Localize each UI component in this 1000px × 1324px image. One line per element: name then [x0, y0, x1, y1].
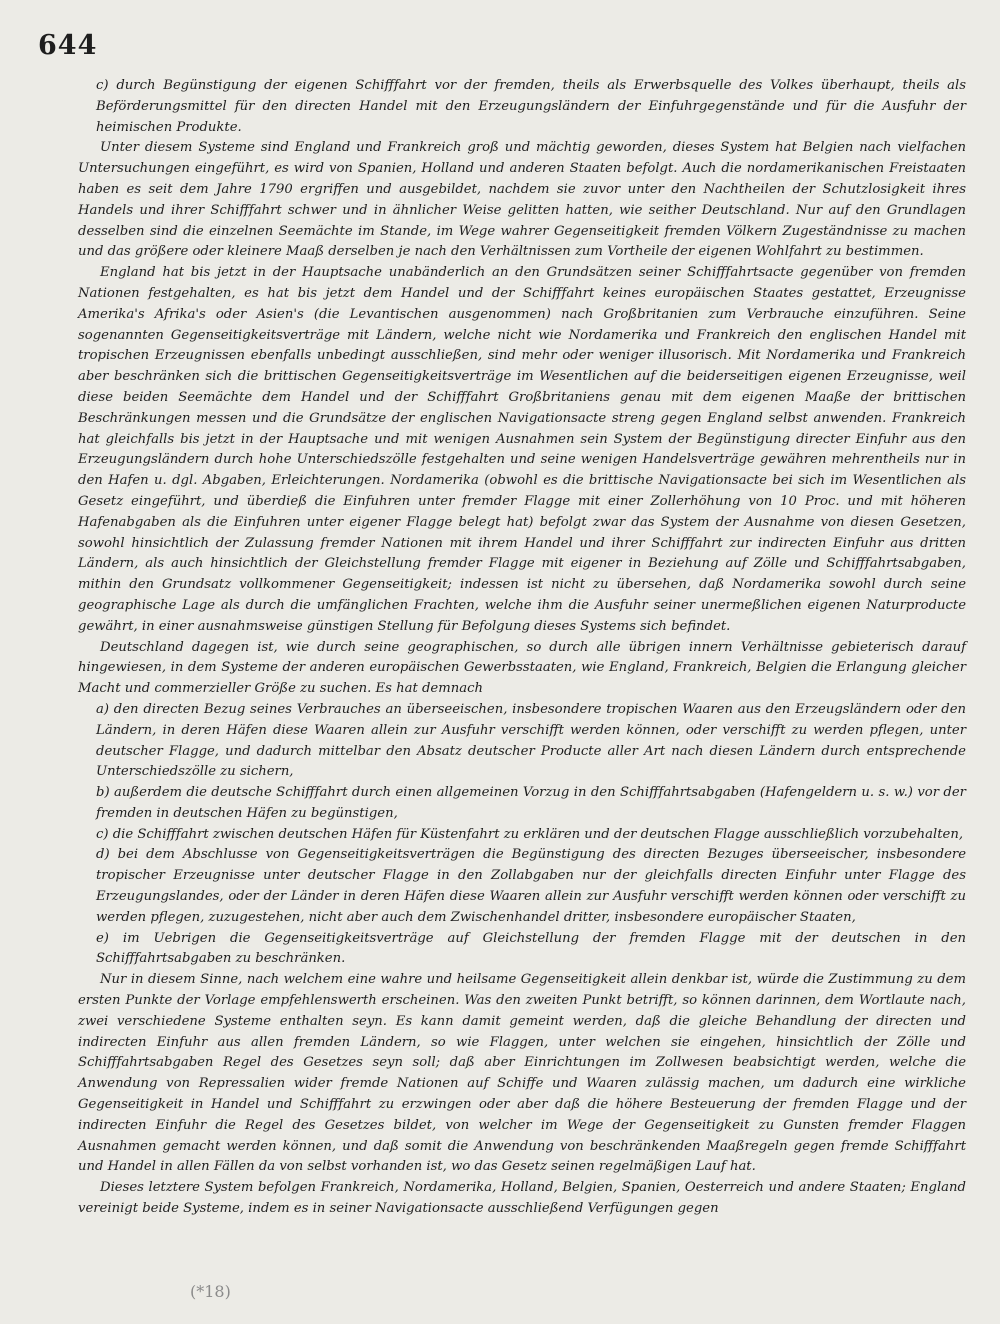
list-item-a: a) den directen Bezug seines Verbrauches an überseeischen, insbesondere tropischen Waaren aus den Erzeugsländern oder den Ländern, in deren Häfen diese Waaren allein zur Ausfuhr verschifft werden können, oder verschifft zu werden pflegen, unter deutscher Flagge, und dadurch mittelbar den Absatz deutscher Producte aller Art nach diesen Ländern durch entsprechende Unterschiedszölle zu sichern, — [96, 701, 966, 780]
list-item-e: e) im Uebrigen die Gegenseitigkeitsverträge auf Gleichstellung der fremden Flagge mit der deutschen in den Schifffahrtsabgaben zu beschränken. — [96, 930, 966, 967]
printer-signature: (*18) — [190, 1282, 231, 1301]
list-item-c: c) die Schifffahrt zwischen deutschen Häfen für Küstenfahrt zu erklären und der deutschen Flagge ausschließlich vorzubehalten, — [96, 826, 964, 842]
list-item-b: b) außerdem die deutsche Schifffahrt durch einen allgemeinen Vorzug in den Schifffahrtsabgaben (Hafengeldern u. s. w.) vor der fremden in deutschen Häfen zu begünstigen, — [96, 785, 966, 821]
paragraph: Unter diesem Systeme sind England und Frankreich groß und mächtig geworden, dieses System hat Belgien nach vielfachen Untersuchungen eingeführt, es wird von Spanien, Holland und anderen Staaten befolgt. Auch die nordamerikanischen Freistaaten haben es seit dem Jahre 1790 ergriffen und ausgebildet, nachdem sie zuvor unter den Nachtheilen der Schutzlosigkeit ihres Handels und ihrer Schifffahrt schwer und in ähnlicher Weise gelitten hatten, wie seither Deutschland. Nur auf den Grundlagen desselben sind die einzelnen Seemächte im Stande, im Wege wahrer Gegenseitigkeit fremden Völkern Zugeständnisse zu machen und das größere oder kleinere Maaß derselben je nach den Verhältnissen zum Vortheile der eigenen Wohlfahrt zu bestimmen. — [78, 140, 966, 260]
paragraph: England hat bis jetzt in der Hauptsache unabänderlich an den Grundsätzen seiner Schifffahrtsacte gegenüber von fremden Nationen festgehalten, es hat bis jetzt dem Handel und der Schifffahrt keines europäischen Staates gestattet, Erzeugnisse Amerika's Afrika's oder Asien's (die Levantischen ausgenommen) nach Großbritanien zum Verbrauche einzuführen. Seine sogenannten Gegenseitigkeitsverträge mit Ländern, welche nicht wie Nordamerika und Frankreich den englischen Handel mit tropischen Erzeugnissen ebenfalls unbedingt ausschließen, sind mehr oder weniger illusorisch. Mit Nordamerika und Frankreich aber beschränken sich die brittischen Gegenseitigkeitsverträge im Wesentlichen auf die beiderseitigen eigenen Erzeugnisse, weil diese beiden Seemächte dem Handel und der Schifffahrt Großbritaniens genau mit dem eigenen Maaße der brittischen Beschränkungen messen und die Grundsätze der englischen Navigationsacte streng gegen England selbst anwenden. Frankreich hat gleichfalls bis jetzt in der Hauptsache und mit wenigen Ausnahmen sein System der Begünstigung directer Einfuhr aus den Erzeugungsländern durch hohe Unterschiedszölle festgehalten und seine wenigen Handelsverträge gewähren mehrentheils nur in den Hafen u. dgl. Abgaben, Erleichterungen. Nordamerika (obwohl es die brittische Navigationsacte bei sich im Wesentlichen als Gesetz eingeführt, und überdieß die Einfuhren unter fremder Flagge mit einer Zollerhöhung von 10 Proc. und mit höheren Hafenabgaben als die Einfuhren unter eigener Flagge belegt hat) befolgt zwar das System der Ausnahme von diesen Gesetzen, sowohl hinsichtlich der Zulassung fremder Nationen mit ihrem Handel und ihrer Schifffahrt zur indirecten Einfuhr aus dritten Ländern, als auch hinsichtlich der Gleichstellung fremder Flagge mit eigener in Beziehung auf Zölle und Schifffahrtsabgaben, mithin den Grundsatz vollkommener Gegenseitigkeit; indessen ist nicht zu übersehen, daß Nordamerika sowohl durch seine geographische Lage als durch die umfänglichen Frachten, welche ihm die Ausfuhr seiner unermeßlichen eigenen Naturproducte gewährt, in einer ausnahmsweise günstigen Stellung für Befolgung dieses Systems sich befindet. — [78, 265, 966, 634]
page-number: 644 — [38, 30, 98, 61]
body-text — [78, 76, 966, 1220]
list-item-c-intro: c) durch Begünstigung der eigenen Schifffahrt vor der fremden, theils als Erwerbsquelle des Volkes überhaupt, theils als Beförderungsmittel für den directen Handel mit den Erzeugungsländern der Einfuhrgegenstände und für die Ausfuhr der heimischen Produkte. — [96, 78, 966, 135]
paragraph: Dieses letztere System befolgen Frankreich, Nordamerika, Holland, Belgien, Spanien, Oesterreich und andere Staaten; England vereinigt beide Systeme, indem es in seiner Navigationsacte ausschließend Verfügungen gegen — [78, 1180, 966, 1217]
paragraph: Nur in diesem Sinne, nach welchem eine wahre und heilsame Gegenseitigkeit allein denkbar ist, würde die Zustimmung zu dem ersten Punkte der Vorlage empfehlenswerth erscheinen. Was den zweiten Punkt betrifft, so können darinnen, dem Wortlaute nach, zwei verschiedene Systeme enthalten seyn. Es kann damit gemeint werden, daß die gleiche Behandlung der directen und indirecten Einfuhr aus allen fremden Ländern, so wie Flaggen, unter welchen sie eingehen, hinsichtlich der Zölle und Schifffahrtsabgaben Regel des Gesetzes seyn soll; daß aber Einrichtungen im Zollwesen beabsichtigt werden, welche die Anwendung von Repressalien wider fremde Nationen auf Schiffe und Waaren zulässig machen, um dadurch eine wirkliche Gegenseitigkeit in Handel und Schifffahrt zu erzwingen oder aber daß die höhere Besteuerung der fremden Flagge und der indirecten Einfuhr die Regel des Gesetzes bildet, von welcher im Wege der Gegenseitigkeit zu Gunsten fremder Flaggen Ausnahmen gemacht werden können, und daß somit die Anwendung von beschränkenden Maaßregeln gegen fremde Schifffahrt und Handel in allen Fällen da von selbst vorhanden ist, wo das Gesetz seinen regelmäßigen Lauf hat. — [78, 972, 966, 1175]
list-item-d: d) bei dem Abschlusse von Gegenseitigkeitsverträgen die Begünstigung des directen Bezuges überseeischer, insbesondere tropischer Erzeugnisse unter deutscher Flagge in den Zollabgaben nur der gleichfalls directen Einfuhr unter Flagge des Erzeugungslandes, oder der Länder in deren Häfen diese Waaren allein zur Ausfuhr verschifft werden können oder verschifft zu werden pflegen, zuzugestehen, nicht aber auch dem Zwischenhandel dritter, insbesondere europäischer Staaten, — [96, 847, 966, 925]
paragraph: Deutschland dagegen ist, wie durch seine geographischen, so durch alle übrigen innern Verhältnisse gebieterisch darauf hingewiesen, in dem Systeme der anderen europäischen Gewerbsstaaten, wie England, Frankreich, Belgien die Erlangung gleicher Macht und commerzieller Größe zu suchen. Es hat demnach — [78, 639, 966, 697]
